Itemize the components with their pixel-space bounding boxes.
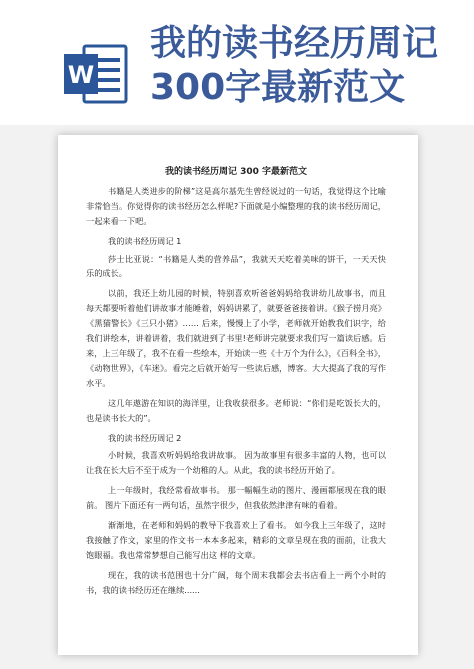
section-heading: 我的读书经历周记 2 bbox=[108, 432, 182, 443]
page-title bbox=[150, 22, 470, 110]
document-title: 我的读书经历周记 300 字最新范文 bbox=[164, 167, 308, 177]
paragraph: 这几年遨游在知识的海洋里，让我收获很多。老师说：“你们是吃饭长大的，也是读书长大的”。 bbox=[86, 397, 386, 423]
banner bbox=[0, 0, 474, 125]
section-heading: 我的读书经历周记 1 bbox=[108, 235, 182, 246]
paragraph: 以前，我还上幼儿园的时候，特别喜欢听爸爸妈妈给我讲幼儿故事书，而且每天都要听着他们讲故事才能睡着，妈妈讲累了，就要爸爸接着讲。《猴子捞月亮》《黑猫警长》《三只小猪》…… 后来，慢慢上了小学，老师就开始教我们识字，给我们讲绘本，讲着讲着，我们就进到了书里!老师讲完就要求我们写一篇读后感。后来，上三年级了，我不在看一些绘本，开始读一些《十万个为什么》，《百科全书》，《动物世界》，《车迷》。看完之后就开始写一些读后感，博客。大大提高了我的写作水平。 bbox=[86, 288, 386, 388]
paragraph: 莎士比亚说：“书籍是人类的营养品”，我就天天吃着美味的饼干，一天天快乐的成长。 bbox=[86, 253, 386, 279]
paragraph: 上一年级时，我经常看故事书。 那一幅幅生动的图片、漫画都展现在我的眼前。 图片下面还有一两句话，虽然字很少，但我依然津津有味的看着。 bbox=[86, 485, 386, 511]
document-body bbox=[86, 165, 386, 603]
word-document-icon bbox=[62, 40, 130, 108]
paragraph: 现在，我的读书范围也十分广阔，每个周末我都会去书店看上一两个小时的书，我的读书经历还在继续...... bbox=[86, 569, 386, 595]
page-title-line-1: 我的读书经历周记 bbox=[150, 23, 439, 64]
paragraph: 渐渐地，在老师和妈妈的教导下我喜欢上了看书。 如今我上三年级了，这时我接触了作文，家里的作文书一本本多起来，精彩的文章呈现在我的面前，让我大饱眼福。我也常常梦想自己能写出这 样的文章。 bbox=[86, 520, 386, 560]
paragraph: 小时候，我喜欢听妈妈给我讲故事。 因为故事里有很多丰富的人物，也可以让我在长大后不至于成为一个幼稚的人。从此，我的读书经历开始了。 bbox=[86, 450, 386, 476]
page-title-line-2: 300字最新范文 bbox=[150, 67, 406, 108]
logo-letter: W bbox=[67, 61, 95, 89]
paragraph: 书籍是人类进步的阶梯”这是高尔基先生曾经说过的一句话，我觉得这个比喻非常恰当。你觉得你的读书经历怎么样呢?下面就是小编整理的我的读书经历周记，一起来看一下吧。 bbox=[86, 185, 386, 226]
